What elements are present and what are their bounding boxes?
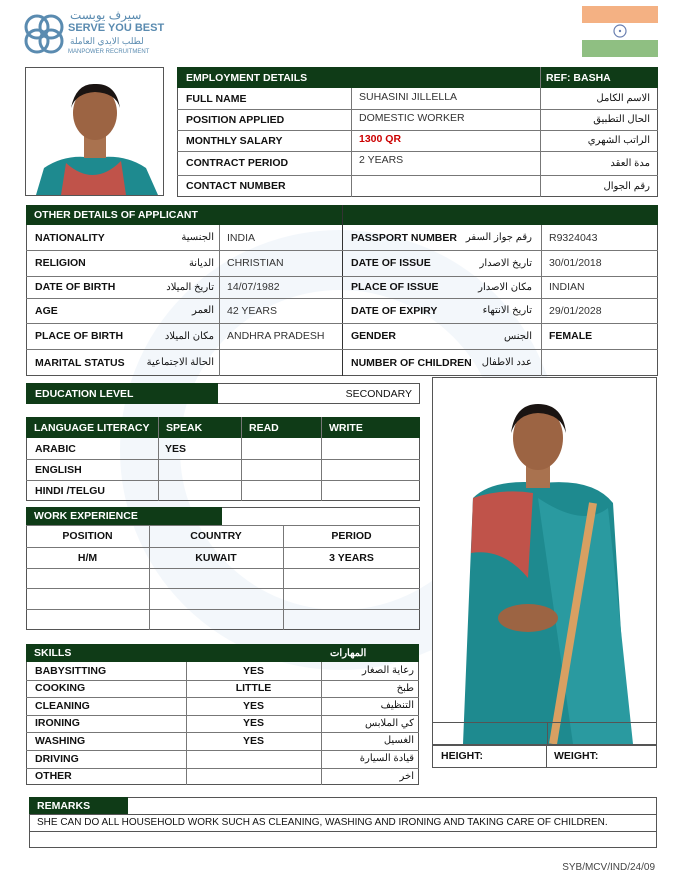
other-right-value: INDIAN — [549, 281, 585, 293]
other-left-label: RELIGION — [35, 257, 86, 269]
employment-label: CONTACT NUMBER — [186, 180, 286, 192]
education-value: SECONDARY — [345, 387, 412, 400]
other-right-value: R9324043 — [549, 231, 598, 244]
logo-sub: MANPOWER RECRUITMENT — [68, 49, 150, 55]
ref-label: REF: BASHA — [546, 71, 611, 84]
work-cell — [149, 568, 283, 589]
employment-label: POSITION APPLIED — [186, 113, 285, 126]
work-col-header: COUNTRY — [190, 530, 242, 542]
other-right-label-ar: مكان الاصدار — [478, 281, 532, 293]
weight-label: WEIGHT: — [554, 750, 599, 762]
skill-name-ar: قيادة السيارة — [359, 753, 414, 764]
employment-value: 2 YEARS — [359, 154, 404, 166]
other-left-label: NATIONALITY — [35, 231, 105, 244]
language-col-header: READ — [249, 421, 279, 434]
other-right-label: GENDER — [351, 330, 396, 342]
india-flag — [582, 6, 658, 57]
other-left-value — [221, 349, 227, 376]
work-cell — [149, 588, 283, 609]
language-write — [322, 480, 328, 501]
skill-name-ar: الغسيل — [383, 735, 414, 747]
language-col-header: SPEAK — [166, 421, 203, 434]
skill-name: COOKING — [35, 682, 86, 695]
other-right-label-ar: تاريخ الاصدار — [479, 257, 532, 269]
employment-label: CONTRACT PERIOD — [186, 157, 289, 169]
work-title: WORK EXPERIENCE — [34, 510, 138, 522]
other-left-label: DATE OF BIRTH — [35, 281, 116, 293]
education-label: EDUCATION LEVEL — [35, 387, 134, 400]
document-code: SYB/MCV/IND/24/09 — [562, 862, 655, 873]
language-read — [242, 438, 248, 459]
other-right-label: DATE OF EXPIRY — [351, 304, 438, 317]
other-right-label: PLACE OF ISSUE — [351, 281, 439, 293]
other-left-label-ar: الديانة — [188, 257, 214, 269]
logo-arabic-sub: لطلب الايدي العاملة — [70, 36, 144, 46]
logo-english: SERVE YOU BEST — [68, 22, 165, 34]
work-cell — [26, 568, 149, 589]
work-cell — [26, 609, 149, 630]
employment-value: DOMESTIC WORKER — [359, 112, 465, 124]
skills-title: SKILLS — [34, 647, 72, 659]
other-left-value: INDIA — [227, 231, 256, 244]
other-right-value: FEMALE — [549, 330, 593, 342]
employment-value: SUHASINI JILLELLA — [359, 91, 458, 103]
skill-name: BABYSITTING — [35, 664, 107, 677]
work-col-header: PERIOD — [331, 530, 372, 542]
other-left-label-ar: العمر — [192, 305, 214, 316]
language-col-header: WRITE — [329, 421, 363, 434]
work-cell: KUWAIT — [195, 551, 237, 564]
other-left-value: 42 YEARS — [227, 304, 278, 317]
employment-value — [353, 175, 359, 197]
other-left-label: AGE — [35, 304, 58, 317]
language-read — [242, 459, 248, 480]
skill-name: DRIVING — [35, 752, 79, 765]
employment-label-ar: الراتب الشهري — [587, 135, 650, 146]
other-left-label-ar: مكان الميلاد — [164, 330, 214, 342]
chakra-icon — [613, 24, 627, 38]
language-name: ENGLISH — [35, 463, 82, 476]
logo-emblem-icon — [20, 10, 68, 58]
language-read — [242, 480, 248, 501]
skill-value: YES — [242, 699, 264, 712]
other-left-label: PLACE OF BIRTH — [35, 330, 124, 342]
skill-name-ar: كي الملابس — [365, 717, 414, 729]
measure-row — [432, 745, 657, 768]
other-right-label: DATE OF ISSUE — [351, 257, 431, 269]
language-speak — [159, 480, 165, 501]
other-right-value — [543, 349, 549, 376]
row-divider — [26, 459, 420, 460]
employment-label-ar: الحال التطبيق — [593, 114, 650, 125]
other-right-value: 29/01/2028 — [549, 304, 602, 317]
work-cell — [149, 609, 283, 630]
employment-label: MONTHLY SALARY — [186, 134, 283, 147]
language-speak: YES — [165, 442, 187, 455]
applicant-photo-full — [432, 377, 657, 745]
employment-label-ar: رقم الجوال — [603, 180, 650, 192]
other-right-label: PASSPORT NUMBER — [351, 231, 457, 244]
employment-label-ar: الاسم الكامل — [596, 93, 650, 104]
skill-name: WASHING — [35, 734, 86, 747]
height-label: HEIGHT: — [441, 750, 483, 762]
skill-name-ar: طبخ — [396, 682, 414, 694]
logo — [20, 8, 170, 63]
remarks-text: SHE CAN DO ALL HOUSEHOLD WORK SUCH AS CLEANING, WASHING AND IRONING AND TAKING CARE OF CHILDREN. — [37, 817, 608, 828]
work-col-header: POSITION — [62, 530, 113, 542]
other-right-label-ar: رقم جواز السفر — [465, 232, 532, 243]
employment-value: 1300 QR — [359, 133, 402, 145]
other-left-value: CHRISTIAN — [227, 257, 284, 269]
work-cell — [283, 588, 420, 609]
other-right-label-ar: الجنس — [503, 330, 532, 342]
skill-name: CLEANING — [35, 699, 90, 712]
language-col-header: LANGUAGE LITERACY — [34, 421, 150, 434]
skill-value: YES — [242, 664, 264, 677]
employment-label-ar: مدة العقد — [610, 157, 650, 169]
other-left-label-ar: الحالة الاجتماعية — [146, 357, 214, 368]
skill-name: OTHER — [35, 770, 72, 783]
skills-title-ar: المهارات — [330, 647, 367, 659]
other-left-value: ANDHRA PRADESH — [227, 330, 325, 342]
other-details-title: OTHER DETAILS OF APPLICANT — [34, 209, 198, 221]
other-right-label-ar: عدد الاطفال — [481, 357, 532, 368]
skill-value: LITTLE — [235, 682, 272, 695]
language-write — [322, 438, 328, 459]
skill-name-ar: التنظيف — [380, 700, 414, 712]
work-cell: H/M — [77, 551, 98, 564]
other-left-label-ar: تاريخ الميلاد — [166, 281, 214, 293]
other-right-label: NUMBER OF CHILDREN — [351, 356, 472, 369]
language-name: ARABIC — [35, 442, 76, 455]
work-cell — [283, 609, 420, 630]
language-name: HINDI /TELGU — [35, 484, 105, 497]
other-left-label: MARITAL STATUS — [35, 356, 125, 369]
remarks-title: REMARKS — [37, 799, 91, 812]
skill-value: YES — [242, 717, 264, 730]
skill-value: YES — [242, 734, 264, 747]
skill-name-ar: رعاية الصغار — [362, 665, 414, 676]
work-cell — [26, 588, 149, 609]
skill-name-ar: اخر — [399, 770, 414, 782]
skill-name: IRONING — [35, 717, 80, 730]
applicant-photo-small — [25, 67, 164, 196]
other-left-label-ar: الجنسية — [181, 232, 214, 243]
other-right-value: 30/01/2018 — [549, 257, 602, 269]
employment-label: FULL NAME — [186, 92, 247, 105]
work-cell: 3 YEARS — [329, 551, 374, 564]
work-cell — [283, 568, 420, 589]
skill-value — [186, 768, 321, 785]
logo-arabic: سيرف يوبست — [70, 8, 142, 22]
skill-value — [186, 750, 321, 767]
language-speak — [159, 459, 165, 480]
other-left-value: 14/07/1982 — [227, 281, 280, 293]
language-write — [322, 459, 328, 480]
other-right-label-ar: تاريخ الانتهاء — [482, 305, 532, 316]
employment-title: EMPLOYMENT DETAILS — [186, 71, 308, 84]
